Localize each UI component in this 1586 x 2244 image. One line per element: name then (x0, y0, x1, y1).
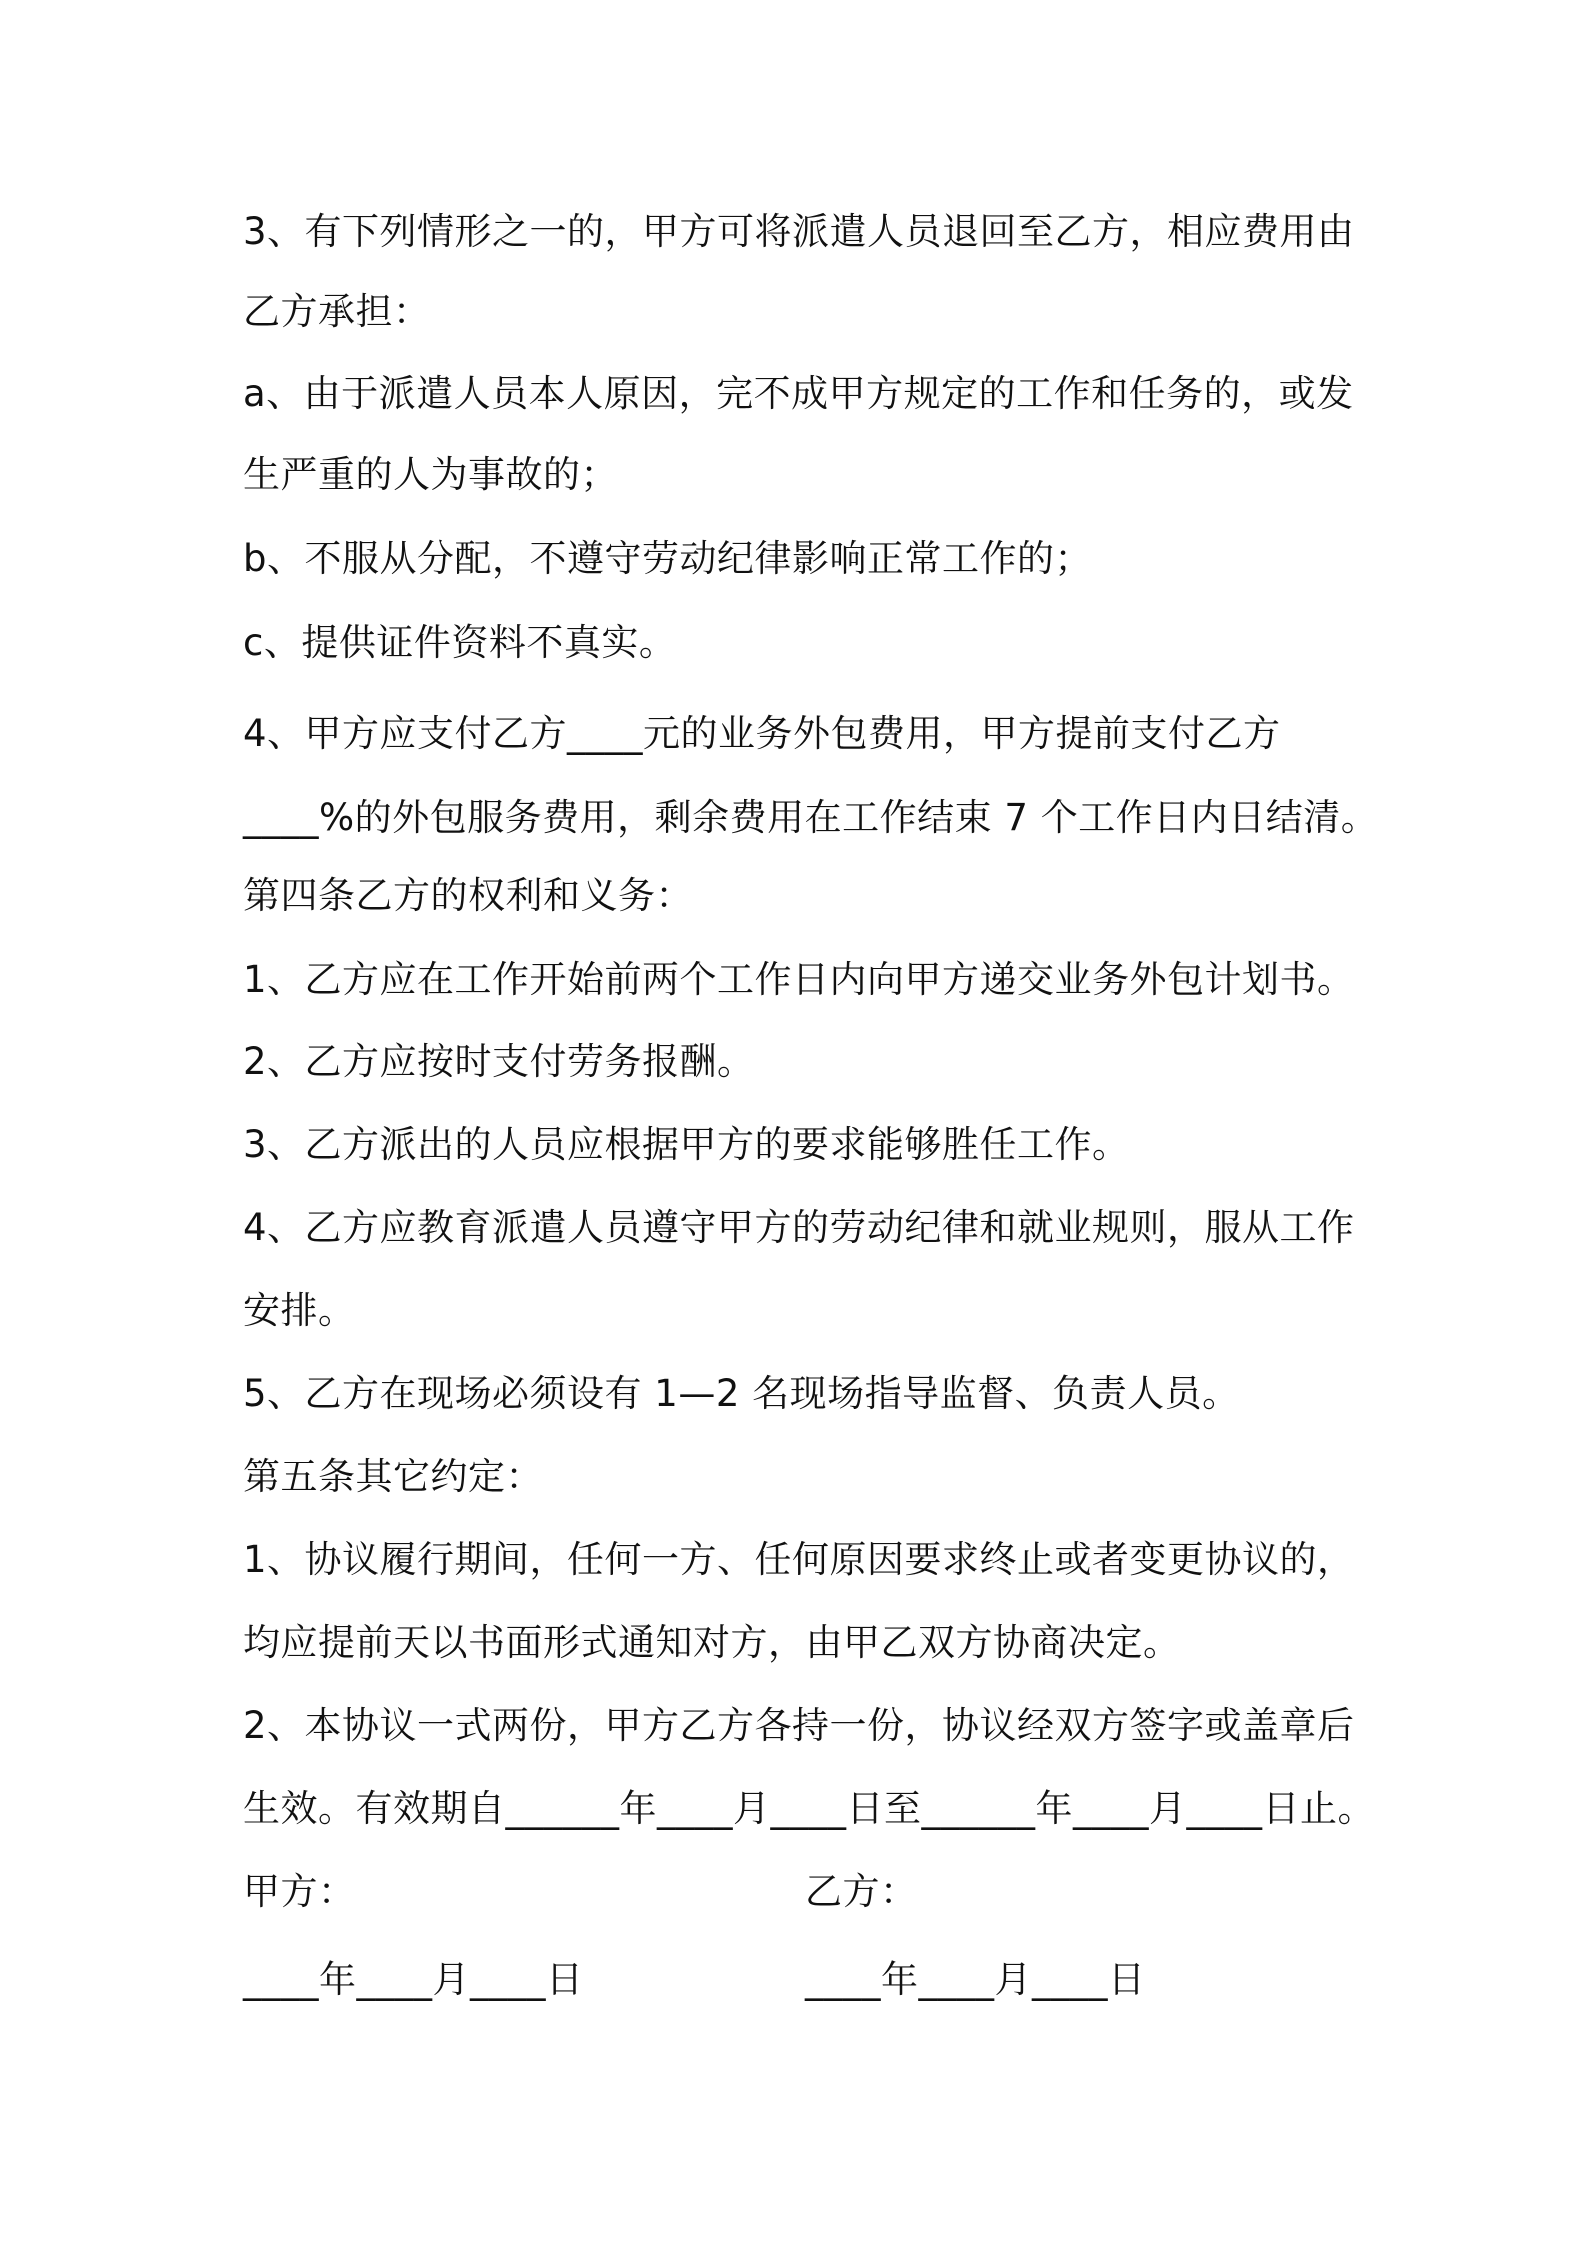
party-a-date: ____年____月____日 (243, 1958, 584, 2001)
clause-text: 生效。有效期自______年____月____日至______年____月____日止。 (243, 1787, 1375, 1830)
clause-text: 3、乙方派出的人员应根据甲方的要求能够胜任工作。 (243, 1123, 1130, 1166)
clause-text: 5、乙方在现场必须设有 1—2 名现场指导监督、负责人员。 (243, 1372, 1240, 1415)
party-b-date: ____年____月____日 (805, 1958, 1146, 2001)
party-a-label: 甲方： (243, 1870, 356, 1913)
clause-text: 均应提前天以书面形式通知对方，由甲乙双方协商决定。 (243, 1621, 1181, 1664)
clause-text: ____%的外包服务费用，剩余费用在工作结束 7 个工作日内日结清。 (243, 796, 1379, 839)
clause-text: 4、甲方应支付乙方____元的业务外包费用，甲方提前支付乙方 (243, 712, 1281, 755)
clause-text: 2、乙方应按时支付劳务报酬。 (243, 1040, 755, 1083)
clause-text: b、不服从分配，不遵守劳动纪律影响正常工作的； (243, 537, 1092, 580)
clause-text: 生严重的人为事故的； (243, 453, 618, 496)
clause-text: c、提供证件资料不真实。 (243, 621, 677, 664)
clause-text: 2、本协议一式两份，甲方乙方各持一份，协议经双方签字或盖章后 (243, 1704, 1355, 1747)
party-b-label: 乙方： (805, 1870, 918, 1913)
clause-text: 3、有下列情形之一的，甲方可将派遣人员退回至乙方，相应费用由 (243, 210, 1355, 253)
clause-text: 4、乙方应教育派遣人员遵守甲方的劳动纪律和就业规则，服从工作 (243, 1206, 1355, 1249)
clause-text: 1、协议履行期间，任何一方、任何原因要求终止或者变更协议的， (243, 1538, 1355, 1581)
clause-text: 乙方承担： (243, 290, 431, 333)
section-heading: 第四条乙方的权利和义务： (243, 874, 693, 917)
clause-text: a、由于派遣人员本人原因，完不成甲方规定的工作和任务的，或发 (243, 372, 1354, 415)
section-heading: 第五条其它约定： (243, 1455, 543, 1498)
clause-text: 1、乙方应在工作开始前两个工作日内向甲方递交业务外包计划书。 (243, 958, 1355, 1001)
clause-text: 安排。 (243, 1289, 356, 1332)
